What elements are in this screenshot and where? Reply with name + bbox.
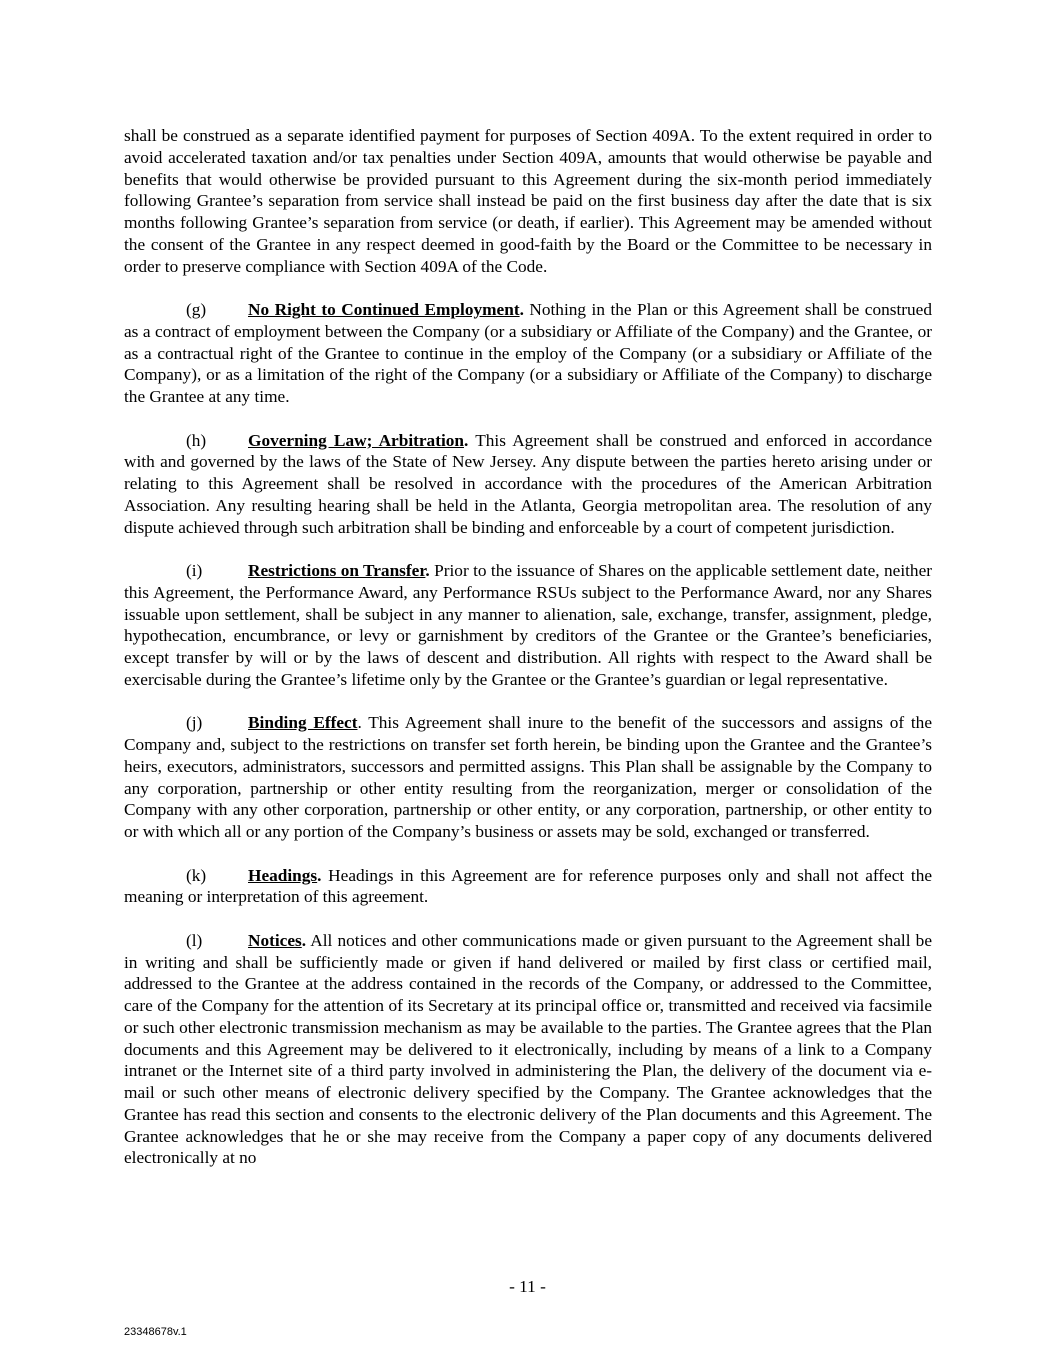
heading-punctuation: . xyxy=(317,865,322,885)
heading-punctuation: . xyxy=(301,930,307,950)
paragraph-text: This Agreement shall be construed and enforced in accordance with and governed by the laws of the State of New Jersey. Any dispute between the parties hereto arising under or relating to this Agreement shall be resolved in accordance with the procedures of the American Arbitration Association. Any resulting hearing shall be held in the Atlanta, Georgia metropolitan area. The resolution of any dispute achieved through such arbitration shall be binding and enforceable by a court of competent jurisdiction. xyxy=(124,430,932,537)
section-j xyxy=(124,712,932,843)
heading-punctuation: . xyxy=(464,430,469,450)
paragraph-continuation xyxy=(124,125,932,277)
page-number: - 11 - xyxy=(509,1277,546,1296)
paragraph-text: Headings in this Agreement are for reference purposes only and shall not affect the meaning or interpretation of this agreement. xyxy=(124,865,932,907)
section-label: (j) xyxy=(186,713,203,733)
paragraph-text: Nothing in the Plan or this Agreement shall be construed as a contract of employment between the Company (or a subsidiary or Affiliate of the Company) and the Grantee, or as a contractual right of the Grantee to continue in the employ of the Company (or a subsidiary or Affiliate of the Company), or as a limitation of the right of the Company (or a subsidiary or Affiliate of the Company) to discharge the Grantee at any time. xyxy=(124,300,932,406)
paragraph-text: . This Agreement shall inure to the benefit of the successors and assigns of the Company and, subject to the restrictions on transfer set forth herein, be binding upon the Grantee and the Grantee’s heirs, executors, administrators, successors and permitted assigns. This Plan shall be assignable by the Company to any corporation, partnership or other entity resulting from the reorganization, merger or consolidation of the Company with any other corporation, partnership or other entity, or any corporation, partnership, or other entity to or with which all or any portion of the Company’s business or assets may be sold, exchanged or transferred. xyxy=(124,713,932,841)
section-label: (i) xyxy=(186,561,203,580)
document-body xyxy=(124,125,932,1191)
section-h xyxy=(124,430,932,539)
section-heading: Headings xyxy=(248,865,318,885)
section-i xyxy=(124,560,932,691)
paragraph-text: All notices and other communications made or given pursuant to the Agreement shall be in writing and shall be sufficiently made or given if hand delivered or mailed by first class or certified mail, addressed to the Grantee at the address contained in the records of the Company, or addressed to the Committee, care of the Company for the attention of its Secretary at its principal office or, transmitted and received via facsimile or such other electronic transmission mechanism as may be available to the parties. The Grantee agrees that the Plan documents and this Agreement may be delivered to it electronically, including by means of a link to a Company intranet or the Internet site of a third party involved in administering the Plan, the delivery of the document via e-mail or such other means of electronic delivery specified by the Company. The Grantee acknowledges that the Grantee has read this section and consents to the electronic delivery of the Plan documents and this Agreement. The Grantee acknowledges that he or she may receive from the Company a paper copy of any documents delivered electronically at no xyxy=(124,930,932,1168)
section-g xyxy=(124,299,932,408)
section-l xyxy=(124,930,932,1169)
document-id: 23348678v.1 xyxy=(124,1326,187,1338)
section-heading: Governing Law; Arbitration xyxy=(248,430,465,450)
section-heading: Notices xyxy=(248,930,302,950)
section-label: (l) xyxy=(186,930,203,950)
section-heading: No Right to Continued Employment xyxy=(248,300,520,319)
section-label: (g) xyxy=(186,300,207,319)
section-label: (h) xyxy=(186,430,207,450)
paragraph-text: Prior to the issuance of Shares on the applicable settlement date, neither this Agreement, the Performance Award, any Performance RSUs subject to the Performance Award, nor any Shares issuable upon settlement, shall be subject in any manner to alienation, sale, exchange, transfer, assignment, pledge, hypothecation, encumbrance, or levy or garnishment by creditors of the Grantee or the Grantee’s beneficiaries, except transfer by will or by the laws of descent and distribution. All rights with respect to the Award shall be exercisable during the Grantee’s lifetime only by the Grantee or the Grantee’s guardian or legal representative. xyxy=(124,561,932,689)
section-label: (k) xyxy=(186,865,207,885)
heading-punctuation: . xyxy=(519,300,524,319)
section-k xyxy=(124,865,932,909)
section-heading: Restrictions on Transfer xyxy=(248,561,426,580)
section-heading: Binding Effect xyxy=(248,713,358,733)
paragraph-text: shall be construed as a separate identified payment for purposes of Section 409A. To the extent required in order to avoid accelerated taxation and/or tax penalties under Section 409A, amounts that would otherwise be payable and benefits that would otherwise be provided pursuant to this Agreement during the six-month period immediately following Grantee’s separation from service shall instead be paid on the first business day after the date that is six months following Grantee’s separation from service (or death, if earlier). This Agreement may be amended without the consent of the Grantee in any respect deemed in good-faith by the Board or the Committee to be necessary in order to preserve compliance with Section 409A of the Code. xyxy=(124,126,932,276)
heading-punctuation: . xyxy=(425,561,430,580)
